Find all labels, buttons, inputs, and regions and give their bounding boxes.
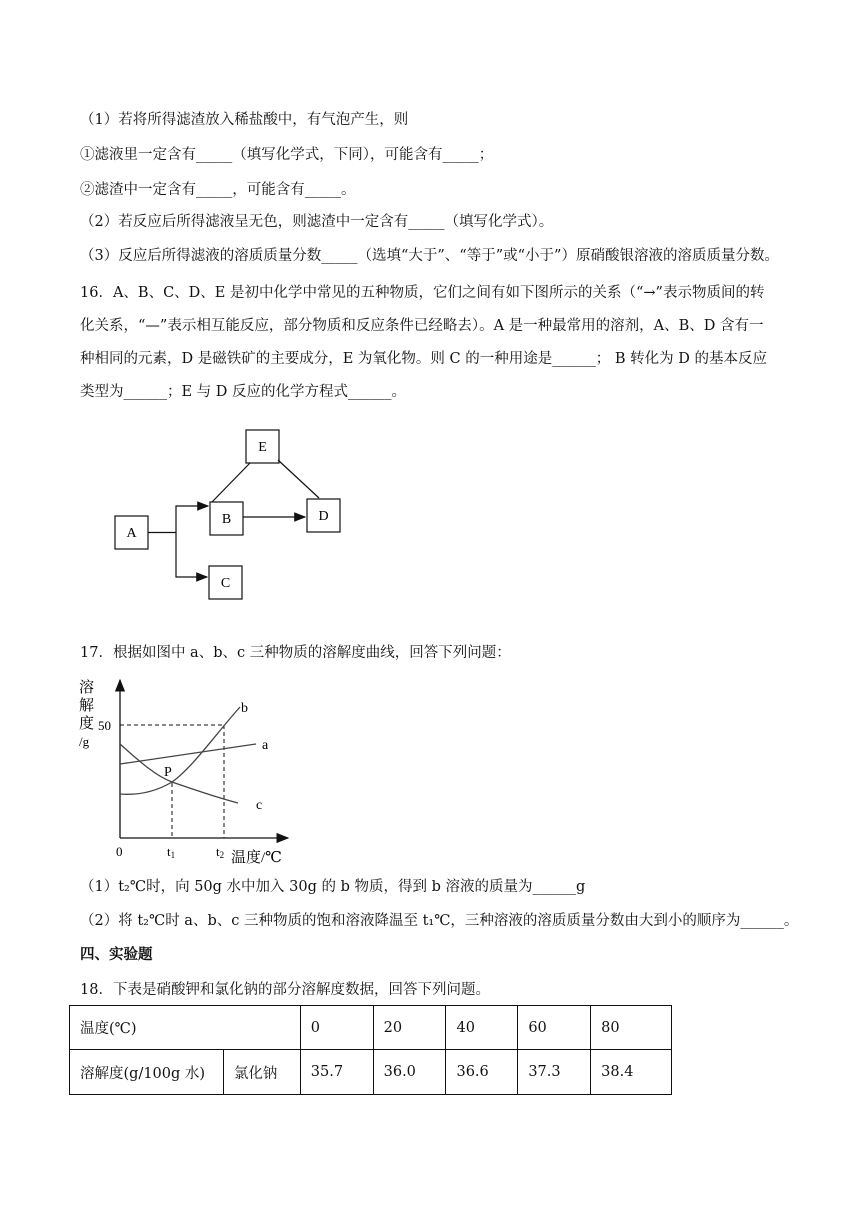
ylabel-char-3: 度 bbox=[79, 716, 95, 732]
link-e-b bbox=[212, 463, 250, 502]
table-row bbox=[70, 1050, 672, 1095]
arrow-a-to-b bbox=[148, 506, 208, 533]
ylabel-char-2: 解 bbox=[79, 698, 95, 714]
ylabel-char-1: 溶 bbox=[79, 680, 95, 696]
substance-cell: 氯化钠 bbox=[223, 1050, 300, 1095]
table-row bbox=[70, 1006, 672, 1050]
q15-sub1b: ②滤渣中一定含有_____，可能含有_____。 bbox=[80, 182, 356, 198]
q18-intro: 18．下表是硝酸钾和氯化钠的部分溶解度数据，回答下列问题。 bbox=[80, 982, 490, 998]
ylabel-char-4: /g bbox=[79, 734, 90, 749]
section-title: 四、实验题 bbox=[80, 946, 153, 963]
x-tick-t1: t1 bbox=[167, 844, 176, 860]
value-cell: 35.7 bbox=[300, 1050, 373, 1095]
q17-sub1: （1）t₂℃时，向 50g 水中加入 30g 的 b 物质，得到 b 溶液的质量为______g bbox=[80, 879, 586, 895]
curve-b bbox=[120, 707, 240, 794]
arrow-a-to-c bbox=[176, 533, 207, 578]
row-label-solubility: 溶解度(g/100g 水) bbox=[70, 1050, 224, 1095]
label-e: E bbox=[258, 440, 267, 455]
label-d: D bbox=[318, 509, 329, 524]
origin-label: 0 bbox=[116, 844, 123, 859]
temp-cell: 80 bbox=[591, 1006, 672, 1050]
q15-sub2: （2）若反应后所得滤液呈无色，则滤渣中一定含有_____（填写化学式）。 bbox=[80, 214, 554, 230]
label-b: B bbox=[221, 512, 232, 527]
temp-cell: 0 bbox=[300, 1006, 373, 1050]
value-cell: 38.4 bbox=[591, 1050, 672, 1095]
curve-label-a: a bbox=[262, 738, 269, 753]
solubility-chart bbox=[70, 672, 300, 872]
temp-cell: 20 bbox=[373, 1006, 446, 1050]
point-p: P bbox=[164, 765, 172, 780]
x-tick-t2: t2 bbox=[216, 844, 225, 860]
relation-diagram bbox=[100, 420, 360, 610]
temp-cell: 40 bbox=[446, 1006, 518, 1050]
q15-sub1a: ①滤液里一定含有_____（填写化学式，下同），可能含有_____； bbox=[80, 147, 494, 163]
value-cell: 37.3 bbox=[518, 1050, 591, 1095]
curve-label-b: b bbox=[241, 701, 248, 716]
q16-line4: 类型为______；E 与 D 反应的化学方程式______。 bbox=[80, 384, 407, 400]
x-axis-label: 温度/℃ bbox=[231, 850, 282, 866]
link-e-d bbox=[278, 460, 319, 498]
header-temp-label: 温度(℃) bbox=[70, 1006, 301, 1050]
q15-sub1: （1）若将所得滤渣放入稀盐酸中，有气泡产生，则 bbox=[80, 112, 409, 128]
q17-sub2: （2）将 t₂℃时 a、b、c 三种物质的饱和溶液降温至 t₁℃，三种溶液的溶质质量分数由大到小的顺序为______。 bbox=[80, 913, 799, 929]
q15-sub3: （3）反应后所得滤液的溶质质量分数_____（选填“大于”、“等于”或“小于”）原硝酸银溶液的溶质质量分数。 bbox=[80, 248, 779, 264]
value-cell: 36.6 bbox=[446, 1050, 518, 1095]
q16-line1: 16．A、B、C、D、E 是初中化学中常见的五种物质，它们之间有如下图所示的关系（“→”表示物质间的转 bbox=[80, 285, 765, 301]
q16-line2: 化关系，“—”表示相互能反应，部分物质和反应条件已经略去）。A 是一种最常用的溶剂，A、B、D 含有一 bbox=[80, 318, 764, 334]
solubility-table bbox=[69, 1005, 672, 1095]
label-c: C bbox=[220, 576, 231, 591]
temp-cell: 60 bbox=[518, 1006, 591, 1050]
y-tick-50: 50 bbox=[98, 718, 111, 733]
label-a: A bbox=[126, 526, 137, 541]
curve-label-c: c bbox=[256, 798, 263, 813]
q16-line3: 种相同的元素，D 是磁铁矿的主要成分，E 为氧化物。则 C 的一种用途是______； B 转化为 D 的基本反应 bbox=[80, 351, 767, 367]
value-cell: 36.0 bbox=[373, 1050, 446, 1095]
q17-intro: 17．根据如图中 a、b、c 三种物质的溶解度曲线，回答下列问题： bbox=[80, 645, 511, 661]
